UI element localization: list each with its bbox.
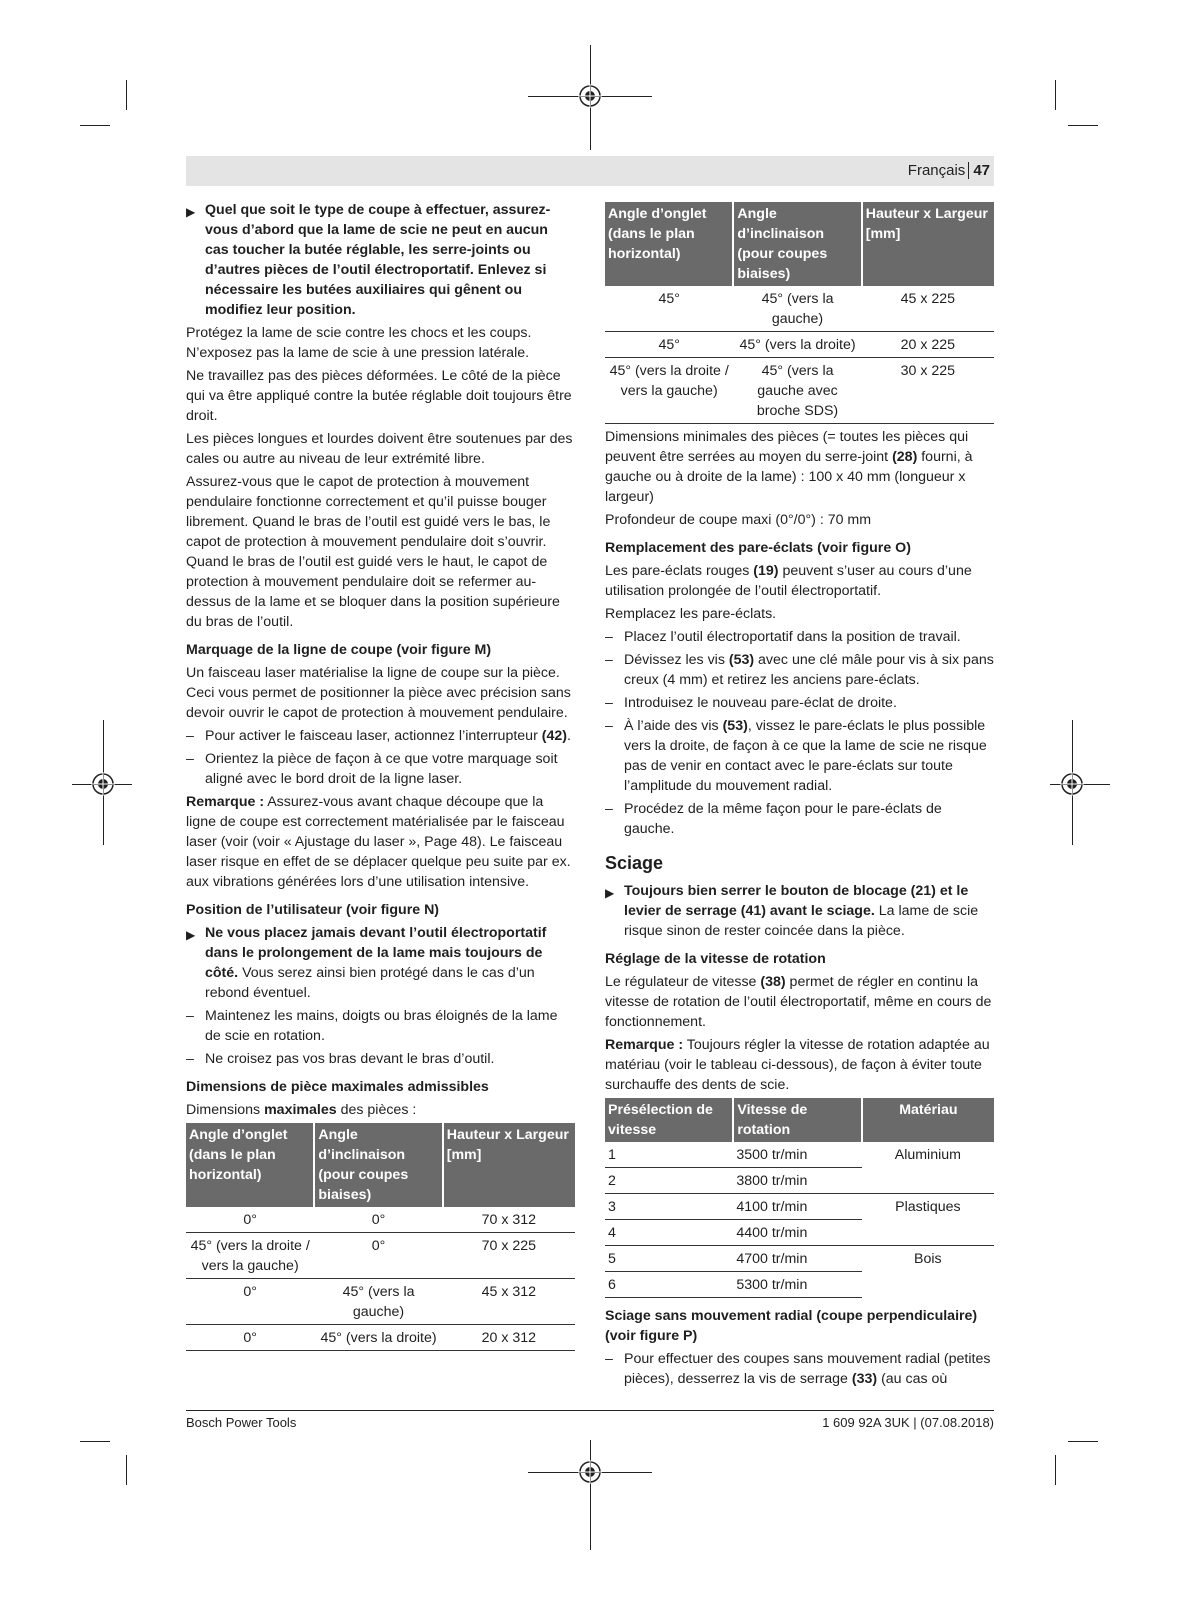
table-header: Angle d’onglet (dans le plan horizontal) (186, 1123, 314, 1207)
paragraph: Les pièces longues et lourdes doivent être soutenues par des cales ou autre au niveau de leur extrémité libre. (186, 431, 573, 467)
section-heading: Dimensions de pièce maximales admissibles (186, 1079, 489, 1095)
table-cell: 45° (vers la droite / vers la gauche) (605, 358, 733, 424)
page-number: 47 (968, 162, 990, 179)
warning-text: Quel que soit le type de coupe à effectuer, assurez-vous d’abord que la lame de scie ne peut en aucun cas toucher la butée réglable, les serre-joints ou d’autres pièces de l’outil électroportatif. Enlevez si nécessaire les butées auxiliaires qui gênent ou modifiez leur position. (205, 202, 551, 318)
table-header: Hauteur x Largeur [mm] (443, 1123, 575, 1207)
table-header: Angle d’inclinaison (pour coupes biaises) (733, 202, 861, 286)
warning-text: Ne vous placez jamais devant l’outil électroportatif dans le prolongement de la lame mais toujours de côté. (205, 925, 547, 981)
table-cell: 4 (605, 1220, 733, 1246)
list-item: – Procédez de la même façon pour le pare-éclats de gauche. (605, 801, 942, 837)
section-heading: Position de l’utilisateur (voir figure N) (186, 902, 440, 918)
crop-mark (80, 1441, 110, 1442)
table-cell: 30 x 225 (862, 358, 994, 424)
warning-text: Toujours bien serrer le bouton de blocage (21) et le levier de serrage (41) avant le sciage. (624, 883, 969, 919)
table-row (605, 1246, 994, 1272)
crop-mark (80, 125, 110, 126)
table-row (186, 1279, 575, 1325)
table-cell: 5 (605, 1246, 733, 1272)
table-cell: 3800 tr/min (733, 1168, 861, 1194)
table-cell: 0° (314, 1207, 442, 1233)
table-cell: 5300 tr/min (733, 1272, 861, 1298)
max-dimensions-table (186, 1123, 575, 1351)
footer-doc-number: 1 609 92A 3UK | (07.08.2018) (822, 1415, 994, 1430)
table-row (186, 1233, 575, 1279)
registration-mark-icon (578, 84, 602, 108)
paragraph: Le régulateur de vitesse (38) permet de régler en continu la vitesse de rotation de l’outil électroportatif, même en cours de fonctionnement. (605, 974, 992, 1030)
warning-triangle-icon: ▶ (186, 205, 196, 219)
list-item: – Dévissez les vis (53) avec une clé mâle pour vis à six pans creux (4 mm) et retirez les anciens pare-éclats. (605, 652, 994, 688)
table-row (605, 1194, 994, 1220)
table-row (605, 332, 994, 358)
table-cell: 4700 tr/min (733, 1246, 861, 1272)
footer-brand: Bosch Power Tools (186, 1415, 297, 1430)
speed-table (605, 1098, 994, 1298)
table-cell: 45° (vers la gauche avec broche SDS) (733, 358, 861, 424)
table-header: Hauteur x Largeur [mm] (862, 202, 994, 286)
table-cell: 45° (vers la droite) (733, 332, 861, 358)
registration-mark-icon (578, 1460, 602, 1484)
table-row (605, 286, 994, 332)
safety-warning (186, 200, 575, 320)
max-dimensions-table-continued (605, 202, 994, 424)
material-cell: Aluminium (862, 1142, 994, 1194)
table-cell: 45° (vers la gauche) (314, 1279, 442, 1325)
warning-triangle-icon: ▶ (186, 928, 196, 942)
registration-mark-icon (91, 772, 115, 796)
table-cell: 45° (605, 286, 733, 332)
table-cell: 1 (605, 1142, 733, 1168)
page-header (908, 162, 990, 179)
safety-warning (186, 923, 575, 1003)
list-item: – Placez l’outil électroportatif dans la position de travail. (605, 629, 961, 645)
reference-number: (42) (541, 728, 567, 744)
section-heading: Réglage de la vitesse de rotation (605, 951, 826, 967)
table-cell: 20 x 312 (443, 1325, 575, 1351)
paragraph: Protégez la lame de scie contre les chocs et les coups. N’exposez pas la lame de scie à une pression latérale. (186, 325, 532, 361)
table-cell: 20 x 225 (862, 332, 994, 358)
warning-detail: La lame de scie risque sinon de rester coincée dans la pièce. (624, 903, 979, 939)
table-cell: 0° (186, 1325, 314, 1351)
paragraph: Assurez-vous que le capot de protection à mouvement pendulaire fonctionne correctement et qu’il puisse bouger librement. Quand le bras de l’outil est guidé vers le bas, le capot de protection à mouvement pendulaire doit s’ouvrir. Quand le bras de l’outil est guidé vers le haut, le capot de protection à mouvement pendulaire doit se refermer au-dessus de la lame et se bloquer dans la position supérieure du bras de l’outil. (186, 474, 560, 630)
paragraph: Remplacez les pare-éclats. (605, 606, 777, 622)
paragraph: Profondeur de coupe maxi (0°/0°) : 70 mm (605, 512, 872, 528)
table-cell: 70 x 225 (443, 1233, 575, 1279)
note: Remarque : Toujours régler la vitesse de rotation adaptée au matériau (voir le tableau ci-dessous), de façon à éviter toute surchauffe des dents de scie. (605, 1037, 990, 1093)
table-cell: 0° (186, 1279, 314, 1325)
warning-triangle-icon: ▶ (605, 886, 615, 900)
table-cell: 45° (vers la droite / vers la gauche) (186, 1233, 314, 1279)
footer-rule (186, 1410, 994, 1411)
crop-mark (1055, 1455, 1056, 1485)
table-cell: 45° (605, 332, 733, 358)
list-item: – Maintenez les mains, doigts ou bras éloignés de la lame de scie en rotation. (186, 1008, 558, 1044)
table-header: Vitesse de rotation (733, 1098, 861, 1142)
warning-detail: Vous serez ainsi bien protégé dans le cas d’un rebond éventuel. (205, 965, 535, 1001)
list-text: Pour activer le faisceau laser, actionnez l’interrupteur (205, 728, 542, 744)
paragraph: Dimensions maximales des pièces : (186, 1102, 417, 1118)
table-cell: 3 (605, 1194, 733, 1220)
section-heading: Marquage de la ligne de coupe (voir figure M) (186, 642, 492, 658)
crop-mark (126, 1455, 127, 1485)
table-cell: 45 x 312 (443, 1279, 575, 1325)
paragraph: Les pare-éclats rouges (19) peuvent s’user au cours d’une utilisation prolongée de l’outil électroportatif. (605, 563, 972, 599)
registration-mark-icon (1060, 772, 1084, 796)
crop-mark (126, 80, 127, 110)
table-header: Matériau (862, 1098, 994, 1142)
table-cell: 4400 tr/min (733, 1220, 861, 1246)
left-column (186, 200, 575, 1354)
section-heading: Sciage sans mouvement radial (coupe perpendiculaire) (voir figure P) (605, 1308, 978, 1344)
table-cell: 2 (605, 1168, 733, 1194)
note-label: Remarque : (186, 794, 265, 810)
list-item: – Pour activer le faisceau laser, actionnez l’interrupteur (42). (186, 728, 571, 744)
table-cell: 45° (vers la droite) (314, 1325, 442, 1351)
list-text: Maintenez les mains, doigts ou bras éloignés de la lame de scie en rotation. (205, 1008, 558, 1044)
paragraph: Un faisceau laser matérialise la ligne de coupe sur la pièce. Ceci vous permet de positionner la pièce avec précision sans devoir ouvrir le capot de protection à mouvement pendulaire. (186, 665, 571, 721)
table-cell: 45° (vers la gauche) (733, 286, 861, 332)
list-item: – Orientez la pièce de façon à ce que votre marquage soit aligné avec le bord droit de la ligne laser. (186, 751, 558, 787)
list-item: – À l’aide des vis (53), vissez le pare-éclats le plus possible vers la droite, de façon à ce que la lame de scie ne risque pas de venir en contact avec le pare-éclats sur toute l’amplitude du mouvement radial. (605, 718, 987, 794)
table-header: Angle d’inclinaison (pour coupes biaises) (314, 1123, 442, 1207)
crop-mark (1055, 80, 1056, 110)
material-cell: Bois (914, 1251, 942, 1267)
section-title: Sciage (605, 853, 664, 873)
table-header: Présélection de vitesse (605, 1098, 733, 1142)
table-row (605, 358, 994, 424)
crop-mark (1068, 125, 1098, 126)
table-cell: 45 x 225 (862, 286, 994, 332)
paragraph: Dimensions minimales des pièces (= toutes les pièces qui peuvent être serrées au moyen du serre-joint (28) fourni, à gauche ou à droite de la lame) : 100 x 40 mm (longueur x largeur) (605, 429, 973, 505)
section-heading: Remplacement des pare-éclats (voir figure O) (605, 540, 911, 556)
list-item: – Pour effectuer des coupes sans mouvement radial (petites pièces), desserrez la vis de serrage (33) (au cas où (605, 1351, 991, 1387)
list-item: – Ne croisez pas vos bras devant le bras d’outil. (186, 1051, 495, 1067)
material-cell: Plastiques (862, 1194, 994, 1246)
list-text: Orientez la pièce de façon à ce que votre marquage soit aligné avec le bord droit de la ligne laser. (205, 751, 558, 787)
crop-mark (1068, 1441, 1098, 1442)
list-item: – Introduisez le nouveau pare-éclat de droite. (605, 695, 897, 711)
table-cell: 0° (314, 1233, 442, 1279)
table-row (186, 1325, 575, 1351)
table-cell: 4100 tr/min (733, 1194, 861, 1220)
table-cell: 6 (605, 1272, 733, 1298)
table-row (605, 1142, 994, 1168)
page-header-band (186, 156, 994, 186)
header-language: Français (907, 162, 966, 179)
table-row (186, 1207, 575, 1233)
table-cell: 70 x 312 (443, 1207, 575, 1233)
list-text: Ne croisez pas vos bras devant le bras d’outil. (205, 1051, 495, 1067)
right-column (605, 200, 994, 1392)
note-text: Assurez-vous avant chaque découpe que la ligne de coupe est correctement matérialisée par le faisceau laser (voir (voir « Ajustage du laser », Page 48). Le faisceau laser risque en effet de se déplacer quelque peu suite par ex. aux vibrations générées lors d’une utilisation intensive. (186, 794, 571, 890)
safety-warning (605, 881, 994, 941)
paragraph: Ne travaillez pas des pièces déformées. Le côté de la pièce qui va être appliqué contre la butée réglable doit toujours être droit. (186, 368, 572, 424)
table-header: Angle d’onglet (dans le plan horizontal) (605, 202, 733, 286)
table-cell: 3500 tr/min (733, 1142, 861, 1168)
table-cell: 0° (186, 1207, 314, 1233)
note (186, 792, 575, 892)
crop-mark (590, 1440, 591, 1550)
